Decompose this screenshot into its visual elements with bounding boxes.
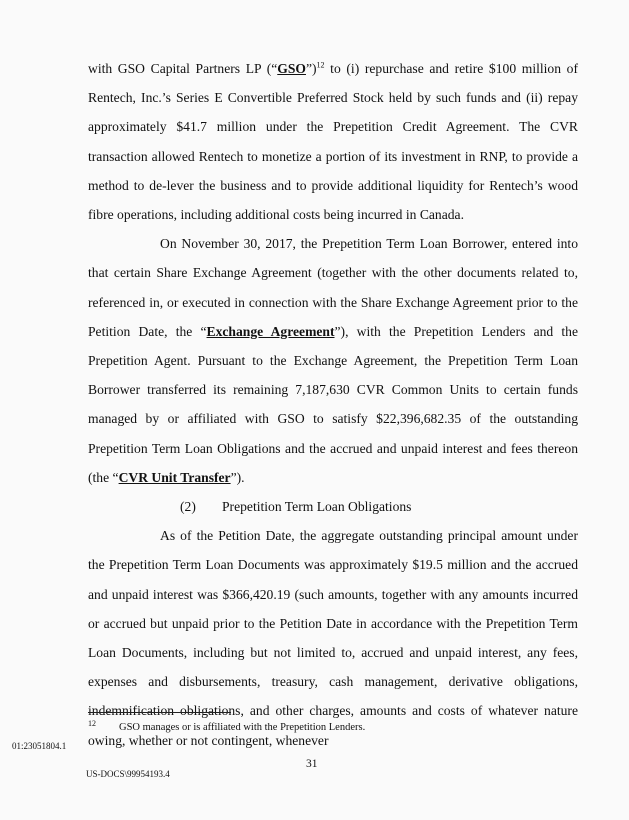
- section-heading: [88, 492, 578, 521]
- defined-term-cvr-unit-transfer: CVR Unit Transfer: [118, 469, 231, 485]
- section-title: Prepetition Term Loan Obligations: [222, 499, 412, 515]
- page-number: 31: [306, 758, 318, 770]
- footnote-divider: [88, 712, 231, 713]
- paragraph-exchange-agreement: On November 30, 2017, the Prepetition Term Loan Borrower, entered into that certain Share Exchange Agreement (together with the other documents related to, referenced in, or executed in connection with the Share Exchange Agreement prior to the Petition Date, the “Exchange Agreement”), with the Prepetition Lenders and the Prepetition Agent. Pursuant to the Exchange Agreement, the Prepetition Term Loan Borrower transferred its remaining 7,187,630 CVR Common Units to certain funds managed by or affiliated with GSO to satisfy $22,396,682.35 of the outstanding Prepetition Term Loan Obligations and the accrued and unpaid interest and fees thereon (the “CVR Unit Transfer”).: [88, 236, 578, 485]
- defined-term-exchange-agreement: Exchange Agreement: [206, 323, 335, 339]
- section-number: (2): [180, 499, 196, 515]
- paragraph-term-loan-obligations: As of the Petition Date, the aggregate outstanding principal amount under the Prepetition Term Loan Documents was approximately $19.5 million and the accrued and unpaid interest was $366,420.19 (such amounts, together with any amounts incurred or accrued but unpaid prior to the Petition Date in accordance with the Prepetition Term Loan Documents, including but not limited to, accrued and unpaid interest, any fees, expenses and disbursements, treasury, cash management, derivative obligations, indemnification obligations, and other charges, amounts and costs of whatever nature owing, whether or not contingent, whenever: [88, 528, 578, 748]
- footnote-text: GSO manages or is affiliated with the Prepetition Lenders.: [119, 722, 366, 733]
- paragraph-cvr-transaction: with GSO Capital Partners LP (“GSO”)$^{12}$ to (i) repurchase and retire $100 million of Rentech, Inc.’s Series E Convertible Preferred Stock held by such funds and (ii) repay approximately $41.7 million under the Prepetition Credit Agreement. The CVR transaction allowed Rentech to monetize a portion of its investment in RNP, to provide a method to de-lever the business and to provide additional liquidity for Rentech’s wood fibre operations, including additional costs being incurred in Canada.: [88, 60, 578, 223]
- footnote-number: 12: [88, 719, 96, 728]
- body-text: [88, 54, 578, 755]
- defined-term-gso: GSO: [277, 61, 306, 76]
- document-id-top: 01:23051804.1: [12, 741, 67, 751]
- document-id-bottom: US-DOCS\99954193.4: [86, 769, 170, 779]
- footnote-ref[interactable]: 12: [316, 60, 325, 70]
